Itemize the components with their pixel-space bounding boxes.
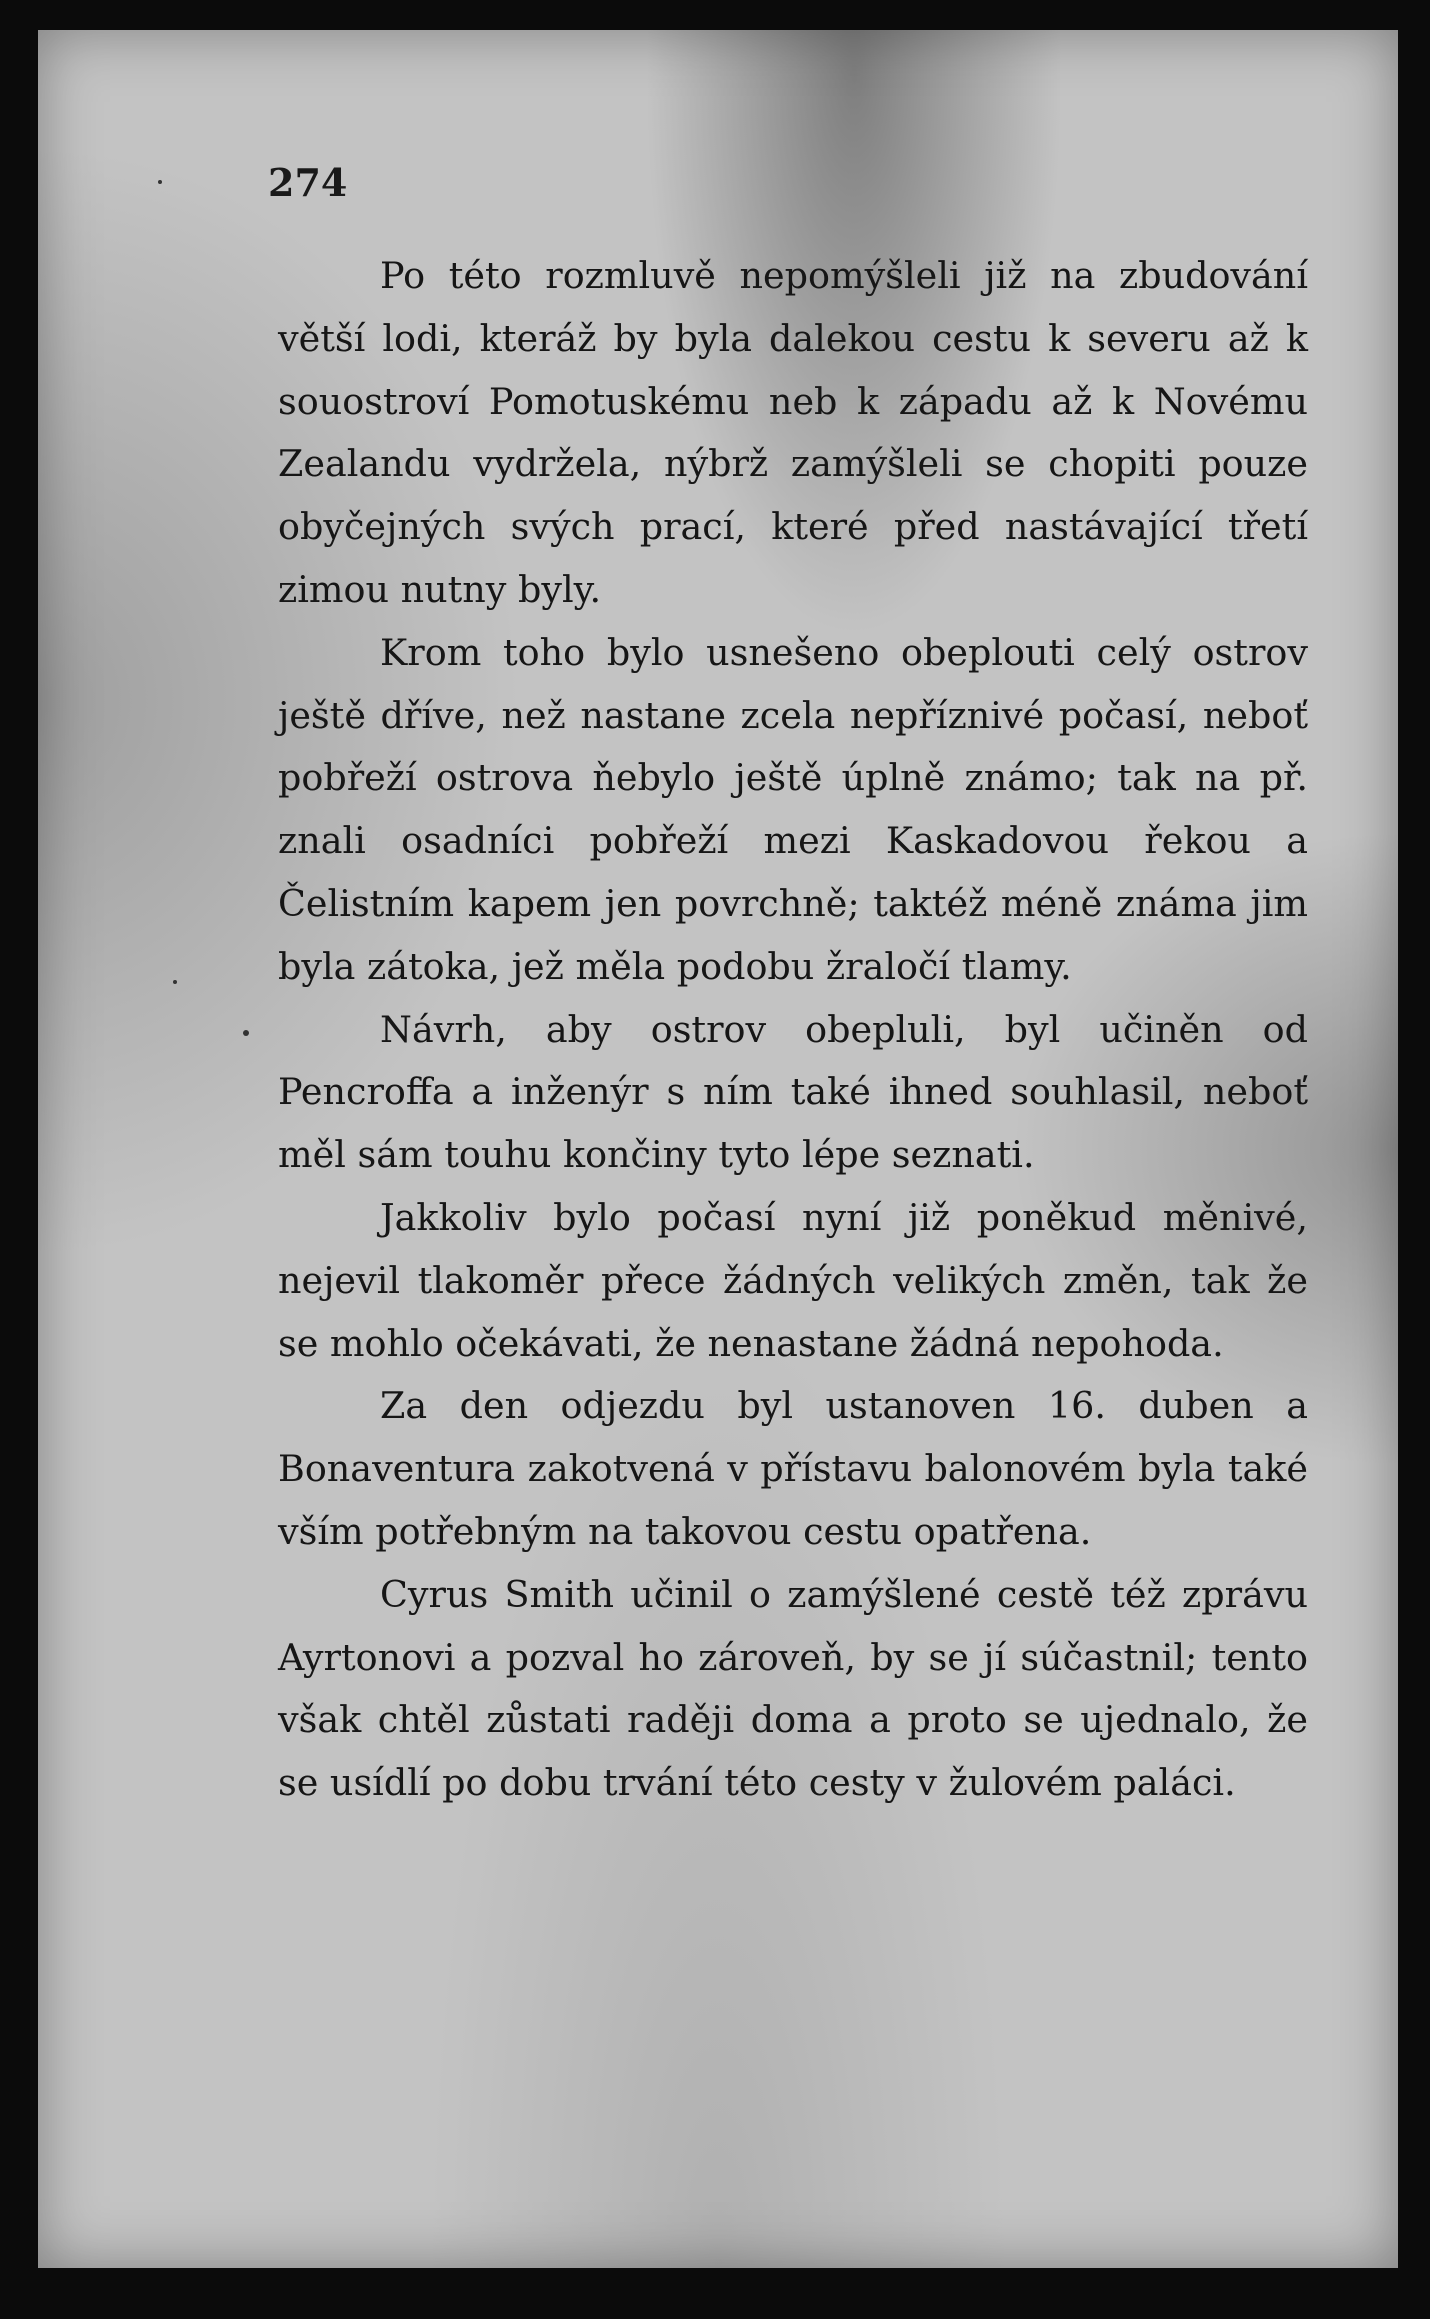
paragraph: Cyrus Smith učinil o zamýšlené cestě též zprávu Ayrtonovi a pozval ho zároveň, by se jí súčastnil; tento však chtěl zůstati raději doma a proto se ujednalo, že se usídlí po dobu trvání této cesty v žulovém paláci. xyxy=(278,1572,1308,1805)
paragraph: Krom toho bylo usnešeno obeplouti celý ostrov ještě dříve, než nastane zcela nepříznivé počasí, neboť pobřeží ostrova ňebylo ještě úplně známo; tak na př. znali osadníci pobřeží mezi Kaskadovou řekou a Čelistním kapem jen povrchně; taktéž méně známa jim byla zátoka, jež měla podobu žraločí tlamy. xyxy=(278,630,1308,988)
paragraph: Jakkoliv bylo počasí nyní již poněkud měnivé, nejevil tlakoměr přece žádných velikých změn, tak že se mohlo očekávati, že nenastane žádná nepohoda. xyxy=(278,1195,1308,1365)
paragraph: Návrh, aby ostrov obepluli, byl učiněn od Pencroffa a inženýr s ním také ihned souhlasil, neboť měl sám touhu končiny tyto lépe seznati. xyxy=(278,1007,1308,1177)
print-speck xyxy=(173,980,177,984)
body-text xyxy=(278,245,1308,1815)
paragraph: Po této rozmluvě nepomýšleli již na zbudování větší lodi, kteráž by byla dalekou cestu k severu až k souostroví Pomotuskému neb k západu až k Novému Zealandu vydržela, nýbrž zamýšleli se chopiti pouze obyčejných svých prací, které před nastávající třetí zimou nutny byly. xyxy=(278,254,1308,611)
print-speck xyxy=(158,180,162,184)
print-speck xyxy=(243,1030,249,1036)
page-number: 274 xyxy=(268,160,348,205)
paragraph: Za den odjezdu byl ustanoven 16. duben a Bonaventura zakotvená v přístavu balonovém byla také vším potřebným na takovou cestu opatřena. xyxy=(278,1384,1308,1553)
